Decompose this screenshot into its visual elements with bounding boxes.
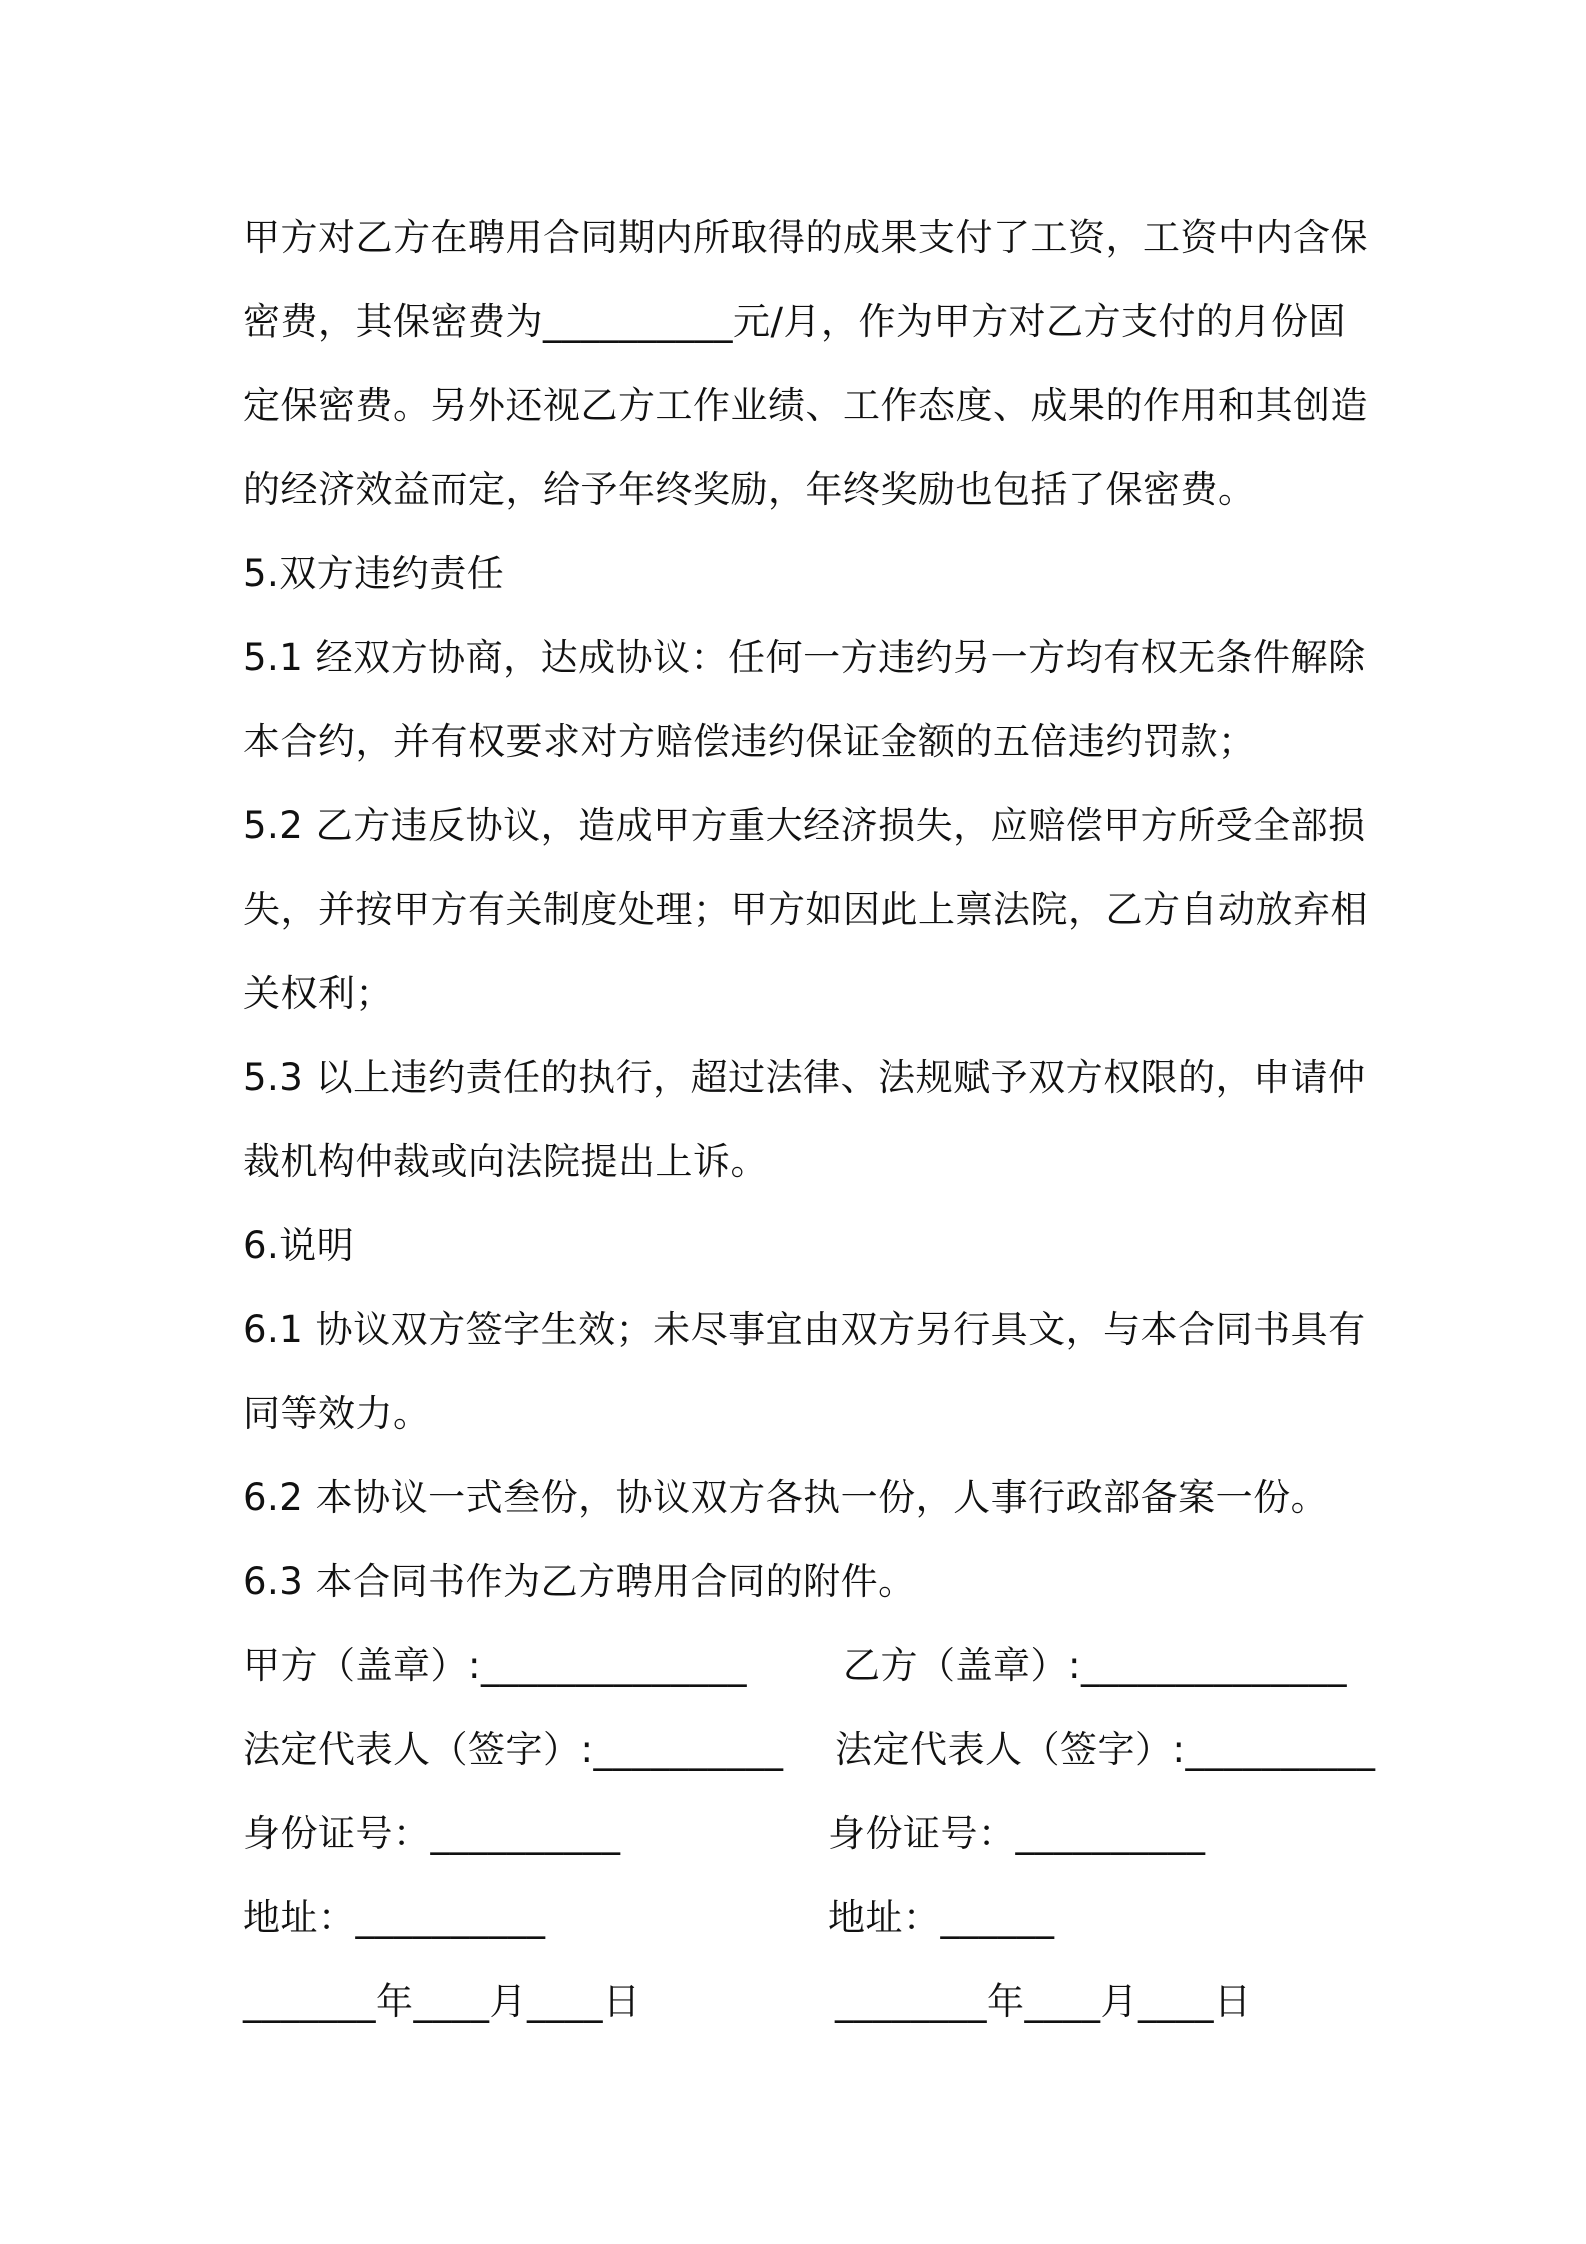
- party-b-date-field: ________年____月____日: [835, 1980, 1252, 2023]
- paragraph-line: 密费，其保密费为__________元/月，作为甲方对乙方支付的月份固: [243, 300, 1346, 343]
- signature-row-date: [243, 1960, 1363, 2044]
- paragraph-line: 6.1 协议双方签字生效；未尽事宜由双方另行具文，与本合同书具有: [243, 1308, 1366, 1351]
- party-a-seal-field: 甲方（盖章）:______________: [243, 1644, 747, 1687]
- paragraph-line: 裁机构仲裁或向法院提出上诉。: [243, 1140, 768, 1183]
- signature-row-representative: [243, 1708, 1376, 1792]
- party-a-representative-field: 法定代表人（签字）:__________: [243, 1728, 784, 1771]
- paragraph-line: 5.2 乙方违反协议，造成甲方重大经济损失，应赔偿甲方所受全部损: [243, 804, 1366, 847]
- paragraph-line: 同等效力。: [243, 1392, 431, 1435]
- paragraph-line: 6.2 本协议一式叁份，协议双方各执一份，人事行政部备案一份。: [243, 1476, 1329, 1519]
- party-b-seal-field: 乙方（盖章）:______________: [843, 1644, 1347, 1687]
- paragraph-line: 5.3 以上违约责任的执行，超过法律、法规赋予双方权限的，申请仲: [243, 1056, 1366, 1099]
- paragraph-line: 失，并按甲方有关制度处理；甲方如因此上禀法院，乙方自动放弃相: [243, 888, 1368, 931]
- paragraph-line: 5.1 经双方协商，达成协议：任何一方违约另一方均有权无条件解除: [243, 636, 1366, 679]
- signature-row-seal: [243, 1624, 1363, 1708]
- party-b-address-field: 地址：______: [828, 1896, 1055, 1939]
- section-heading: 5.双方违约责任: [243, 552, 505, 595]
- signature-row-address: [243, 1876, 1363, 1960]
- party-a-address-field: 地址：__________: [243, 1896, 546, 1939]
- party-a-date-field: _______年____月____日: [243, 1980, 641, 2023]
- party-a-id-field: 身份证号：__________: [243, 1812, 621, 1855]
- party-b-id-field: 身份证号：__________: [828, 1812, 1206, 1855]
- signature-row-id: [243, 1792, 1363, 1876]
- document-body: [243, 196, 1376, 2044]
- section-heading: 6.说明: [243, 1224, 355, 1267]
- paragraph-line: 甲方对乙方在聘用合同期内所取得的成果支付了工资，工资中内含保: [243, 216, 1368, 259]
- party-b-representative-field: 法定代表人（签字）:__________: [835, 1728, 1376, 1771]
- paragraph-line: 的经济效益而定，给予年终奖励，年终奖励也包括了保密费。: [243, 468, 1256, 511]
- paragraph-line: 定保密费。另外还视乙方工作业绩、工作态度、成果的作用和其创造: [243, 384, 1368, 427]
- paragraph-line: 6.3 本合同书作为乙方聘用合同的附件。: [243, 1560, 916, 1603]
- paragraph-line: 本合约，并有权要求对方赔偿违约保证金额的五倍违约罚款；: [243, 720, 1256, 763]
- paragraph-line: 关权利；: [243, 972, 393, 1015]
